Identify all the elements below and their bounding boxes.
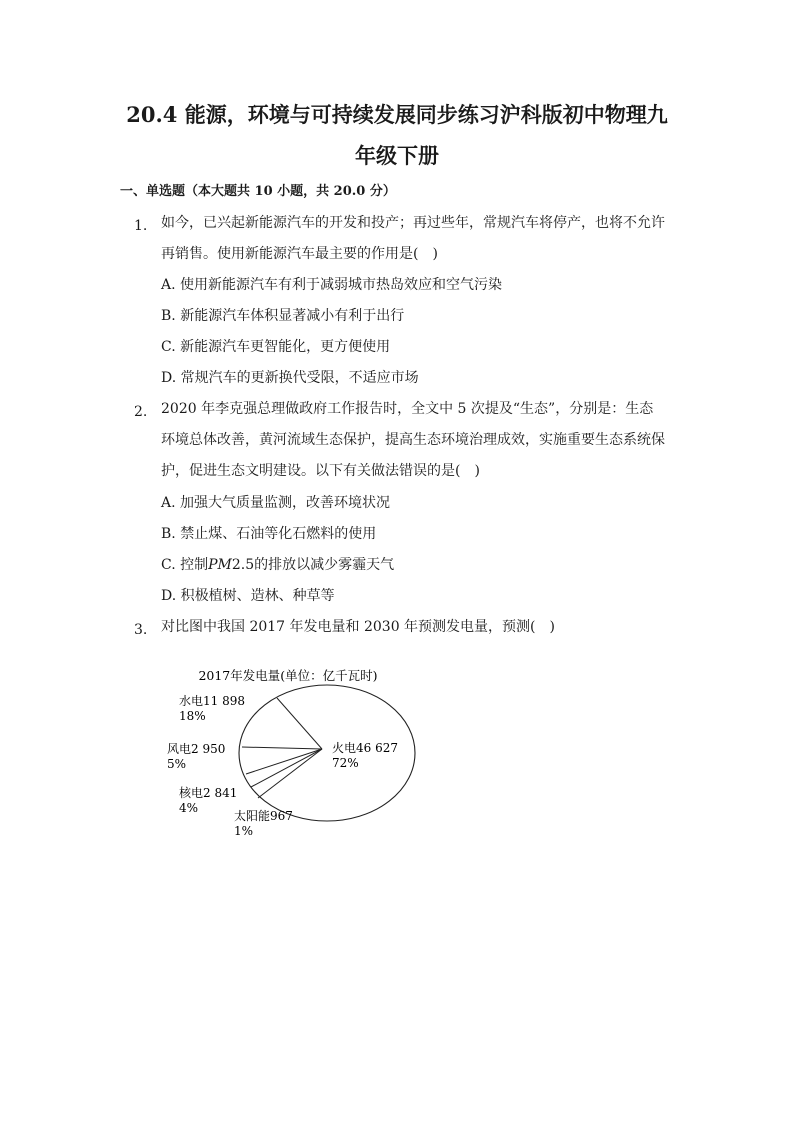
document-title-line1: 20.4 能源，环境与可持续发展同步练习沪科版初中物理九 — [126, 102, 668, 127]
question-2-number: 2. — [134, 404, 148, 420]
pie-divider-4 — [251, 749, 322, 787]
question-3-text-line1: 对比图中我国 2017 年发电量和 2030 年预测发电量，预测( ) — [161, 619, 555, 635]
question-1-option-b: B. 新能源汽车体积显著减小有利于出行 — [161, 308, 405, 324]
option-c-pm-symbol: PM — [208, 557, 232, 573]
slice-label-1: 水电11 898 — [179, 694, 245, 708]
question-2-text-line1: 2020 年李克强总理做政府工作报告时，全文中 5 次提及“生态”，分别是：生态 — [161, 401, 654, 417]
question-1-number: 1. — [134, 218, 148, 234]
question-2-text-line2: 环境总体改善，黄河流域生态保护，提高生态环境治理成效，实施重要生态系统保 — [161, 432, 665, 448]
section-header: 一、单选题（本大题共 10 小题，共 20.0 分） — [120, 184, 396, 199]
pie-divider-5 — [258, 749, 322, 798]
slice-label-2: 风电2 950 — [167, 742, 226, 756]
slice-percent-4: 1% — [234, 824, 254, 838]
question-2-option-a: A. 加强大气质量监测，改善环境状况 — [161, 495, 391, 511]
question-1-option-a: A. 使用新能源汽车有利于减弱城市热岛效应和空气污染 — [161, 277, 503, 293]
question-3-number: 3. — [134, 622, 148, 638]
pie-divider-2 — [242, 747, 322, 749]
question-2-text-line3: 护，促进生态文明建设。以下有关做法错误的是( ) — [161, 463, 480, 479]
slice-percent-5: 72% — [332, 756, 359, 770]
question-1-text-line1: 如今，已兴起新能源汽车的开发和投产；再过些年，常规汽车将停产，也将不允许 — [161, 215, 665, 231]
pie-divider-3 — [246, 749, 322, 774]
slice-percent-3: 4% — [179, 801, 199, 815]
slice-percent-2: 5% — [167, 757, 187, 771]
slice-label-4: 太阳能967 — [234, 809, 293, 823]
chart-title: 2017年发电量(单位：亿千瓦时) — [198, 668, 378, 683]
document-title-line2: 年级下册 — [355, 143, 439, 168]
question-1-option-d: D. 常规汽车的更新换代受限，不适应市场 — [161, 370, 419, 386]
slice-percent-1: 18% — [179, 709, 206, 723]
question-2-option-c — [161, 556, 394, 574]
option-c-suffix: 2.5的排放以减少雾霾天气 — [231, 557, 395, 573]
question-1-option-c: C. 新能源汽车更智能化，更方便使用 — [161, 339, 391, 355]
question-2-option-d: D. 积极植树、造林、种草等 — [161, 588, 335, 604]
question-1-text-line2: 再销售。使用新能源汽车最主要的作用是( ) — [161, 246, 438, 262]
option-c-prefix: C. 控制 — [161, 557, 209, 573]
slice-label-5: 火电46 627 — [332, 741, 398, 755]
question-2-option-b: B. 禁止煤、石油等化石燃料的使用 — [161, 526, 377, 542]
power-generation-pie-chart — [150, 660, 430, 850]
slice-label-3: 核电2 841 — [179, 786, 238, 800]
pie-divider-1 — [277, 698, 322, 749]
